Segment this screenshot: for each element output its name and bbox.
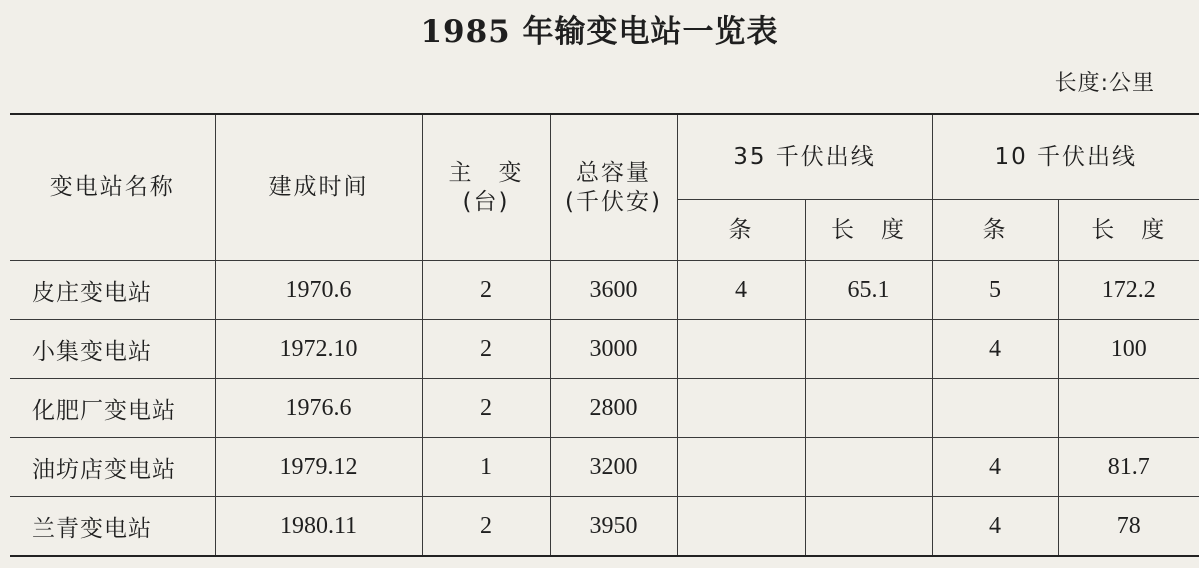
table-row — [10, 320, 1199, 379]
cell-10kv-length: 172.2 — [1058, 261, 1199, 320]
cell-35kv-length — [805, 497, 932, 557]
table-row — [10, 497, 1199, 557]
header-10kv-length: 长 度 — [1058, 200, 1199, 261]
cell-10kv-length — [1058, 379, 1199, 438]
cell-transformers: 1 — [422, 438, 550, 497]
cell-35kv-count: 4 — [677, 261, 805, 320]
cell-capacity: 3600 — [550, 261, 677, 320]
cell-35kv-length — [805, 320, 932, 379]
substation-table — [10, 113, 1199, 557]
cell-capacity: 3000 — [550, 320, 677, 379]
cell-10kv-length: 78 — [1058, 497, 1199, 557]
cell-35kv-count — [677, 320, 805, 379]
cell-built: 1976.6 — [215, 379, 422, 438]
cell-built: 1980.11 — [215, 497, 422, 557]
table-row — [10, 261, 1199, 320]
cell-built: 1979.12 — [215, 438, 422, 497]
cell-35kv-count — [677, 379, 805, 438]
cell-name: 化肥厂变电站 — [10, 379, 215, 438]
header-10kv-count: 条 — [932, 200, 1058, 261]
cell-35kv-length — [805, 438, 932, 497]
cell-35kv-length: 65.1 — [805, 261, 932, 320]
cell-capacity: 2800 — [550, 379, 677, 438]
cell-10kv-count: 4 — [932, 497, 1058, 557]
header-35kv-length: 长 度 — [805, 200, 932, 261]
table-row — [10, 438, 1199, 497]
cell-name: 兰青变电站 — [10, 497, 215, 557]
cell-10kv-count: 4 — [932, 320, 1058, 379]
header-capacity: 总容量 (千伏安) — [550, 114, 677, 261]
cell-10kv-count: 4 — [932, 438, 1058, 497]
header-35kv-count: 条 — [677, 200, 805, 261]
cell-name: 油坊店变电站 — [10, 438, 215, 497]
header-built: 建成时间 — [215, 114, 422, 261]
cell-capacity: 3950 — [550, 497, 677, 557]
cell-transformers: 2 — [422, 379, 550, 438]
unit-note: 长度:公里 — [1054, 71, 1155, 96]
cell-name: 小集变电站 — [10, 320, 215, 379]
cell-transformers: 2 — [422, 261, 550, 320]
cell-transformers: 2 — [422, 497, 550, 557]
cell-built: 1972.10 — [215, 320, 422, 379]
cell-built: 1970.6 — [215, 261, 422, 320]
header-35kv-lines: 35 千伏出线 — [677, 114, 932, 200]
cell-name: 皮庄变电站 — [10, 261, 215, 320]
cell-10kv-length: 100 — [1058, 320, 1199, 379]
cell-10kv-count: 5 — [932, 261, 1058, 320]
header-name: 变电站名称 — [10, 114, 215, 261]
cell-35kv-length — [805, 379, 932, 438]
header-row-primary — [10, 114, 1199, 200]
header-main-transformer: 主 变 (台) — [422, 114, 550, 261]
cell-35kv-count — [677, 438, 805, 497]
table-row — [10, 379, 1199, 438]
cell-transformers: 2 — [422, 320, 550, 379]
cell-capacity: 3200 — [550, 438, 677, 497]
cell-10kv-count — [932, 379, 1058, 438]
cell-35kv-count — [677, 497, 805, 557]
cell-10kv-length: 81.7 — [1058, 438, 1199, 497]
header-10kv-lines: 10 千伏出线 — [932, 114, 1199, 200]
table-title: 1985 年输变电站一览表 — [420, 14, 779, 50]
